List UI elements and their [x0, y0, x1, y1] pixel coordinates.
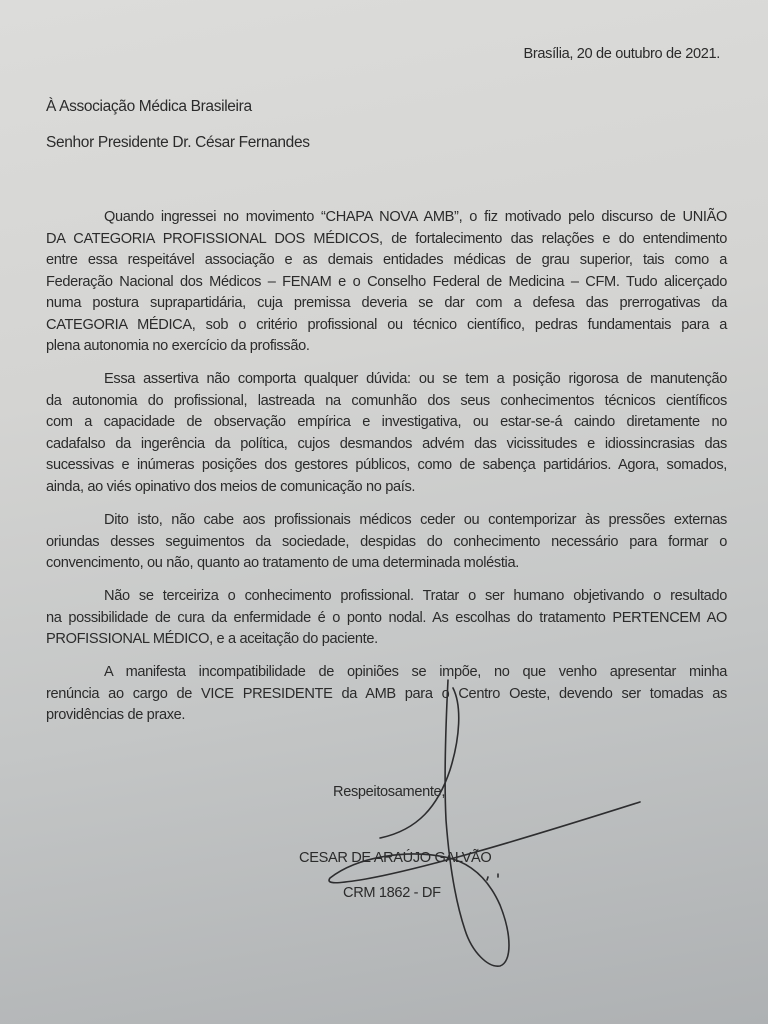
paragraph-3: [46, 512, 727, 577]
paragraph-line: Dito isto, não cabe aos profissionais médicos ceder ou contemporizar às pressões externas: [104, 512, 727, 528]
paragraph-line: PROFISSIONAL MÉDICO, e a aceitação do paciente.: [46, 631, 378, 647]
paragraph-line: convencimento, ou não, quanto ao tratamento de uma determinada moléstia.: [46, 555, 519, 571]
paragraph-line: CATEGORIA MÉDICA, sob o critério profissional ou técnico científico, pedras fundamentais para a: [46, 316, 727, 333]
paragraph-line: cadafalso da ingerência da política, cujos desmandos advém das vicissitudes e idiossincrasias das: [46, 435, 727, 452]
paragraph-line: com a capacidade de observação empírica e investigativa, ou estar-se-á caindo diretamente no: [46, 414, 727, 430]
paragraph-line: renúncia ao cargo de VICE PRESIDENTE da AMB para o Centro Oeste, devendo ser tomadas as: [46, 685, 727, 702]
paragraph-line: numa postura suprapartidária, cuja premissa deveria se dar com a defesa das prerrogativas da: [46, 295, 727, 311]
paragraph-line: entre essa respeitável associação e as demais entidades médicas de grau superior, tais como a: [46, 252, 727, 268]
paragraph-line: oriundas desses seguimentos da sociedade, despidas do conhecimento necessário para formar o: [46, 533, 727, 550]
paragraph-2: [46, 371, 727, 500]
salutation: Senhor Presidente Dr. César Fernandes: [46, 134, 310, 151]
paragraph-line: DA CATEGORIA PROFISSIONAL DOS MÉDICOS, de fortalecimento das relações e do entendimento: [46, 230, 727, 247]
paragraph-line: da autonomia do profissional, lastreada na comunhão dos seus conhecimentos técnicos científicos: [46, 392, 727, 409]
paragraph-line: plena autonomia no exercício da profissão.: [46, 338, 310, 354]
paragraph-line: Não se terceiriza o conhecimento profissional. Tratar o ser humano objetivando o resultado: [104, 588, 727, 604]
paragraph-line: providências de praxe.: [46, 707, 186, 723]
paragraph-line: Federação Nacional dos Médicos – FENAM e o Conselho Federal de Medicina – CFM. Tudo alicerçado: [46, 273, 727, 290]
paragraph-4: [46, 588, 727, 653]
paragraph-line: sucessivas e inúmeras posições dos gestores públicos, como de sabença partidários. Agora, somados,: [46, 457, 727, 473]
paragraph-line: A manifesta incompatibilidade de opiniões se impõe, no que venho apresentar minha: [104, 664, 727, 680]
paragraph-5: [46, 664, 727, 729]
paragraph-line: Quando ingressei no movimento “CHAPA NOVA AMB”, o fiz motivado pelo discurso de UNIÃO: [104, 209, 727, 225]
paragraph-1: [46, 209, 727, 360]
paragraph-line: ainda, ao viés opinativo dos meios de comunicação no país.: [46, 478, 416, 495]
signer-crm: CRM 1862 - DF: [343, 885, 441, 901]
paragraph-line: Essa assertiva não comporta qualquer dúvida: ou se tem a posição rigorosa de manutenção: [104, 371, 727, 387]
closing: Respeitosamente,: [333, 784, 446, 800]
recipient: À Associação Médica Brasileira: [46, 98, 252, 115]
paragraph-line: na possibilidade de cura da enfermidade é o ponto nodal. As escolhas do tratamento PERTENCEM AO: [46, 609, 727, 626]
signer-name: CESAR DE ARAÚJO GALVÃO: [299, 850, 492, 866]
letter-date: Brasília, 20 de outubro de 2021.: [523, 46, 720, 62]
